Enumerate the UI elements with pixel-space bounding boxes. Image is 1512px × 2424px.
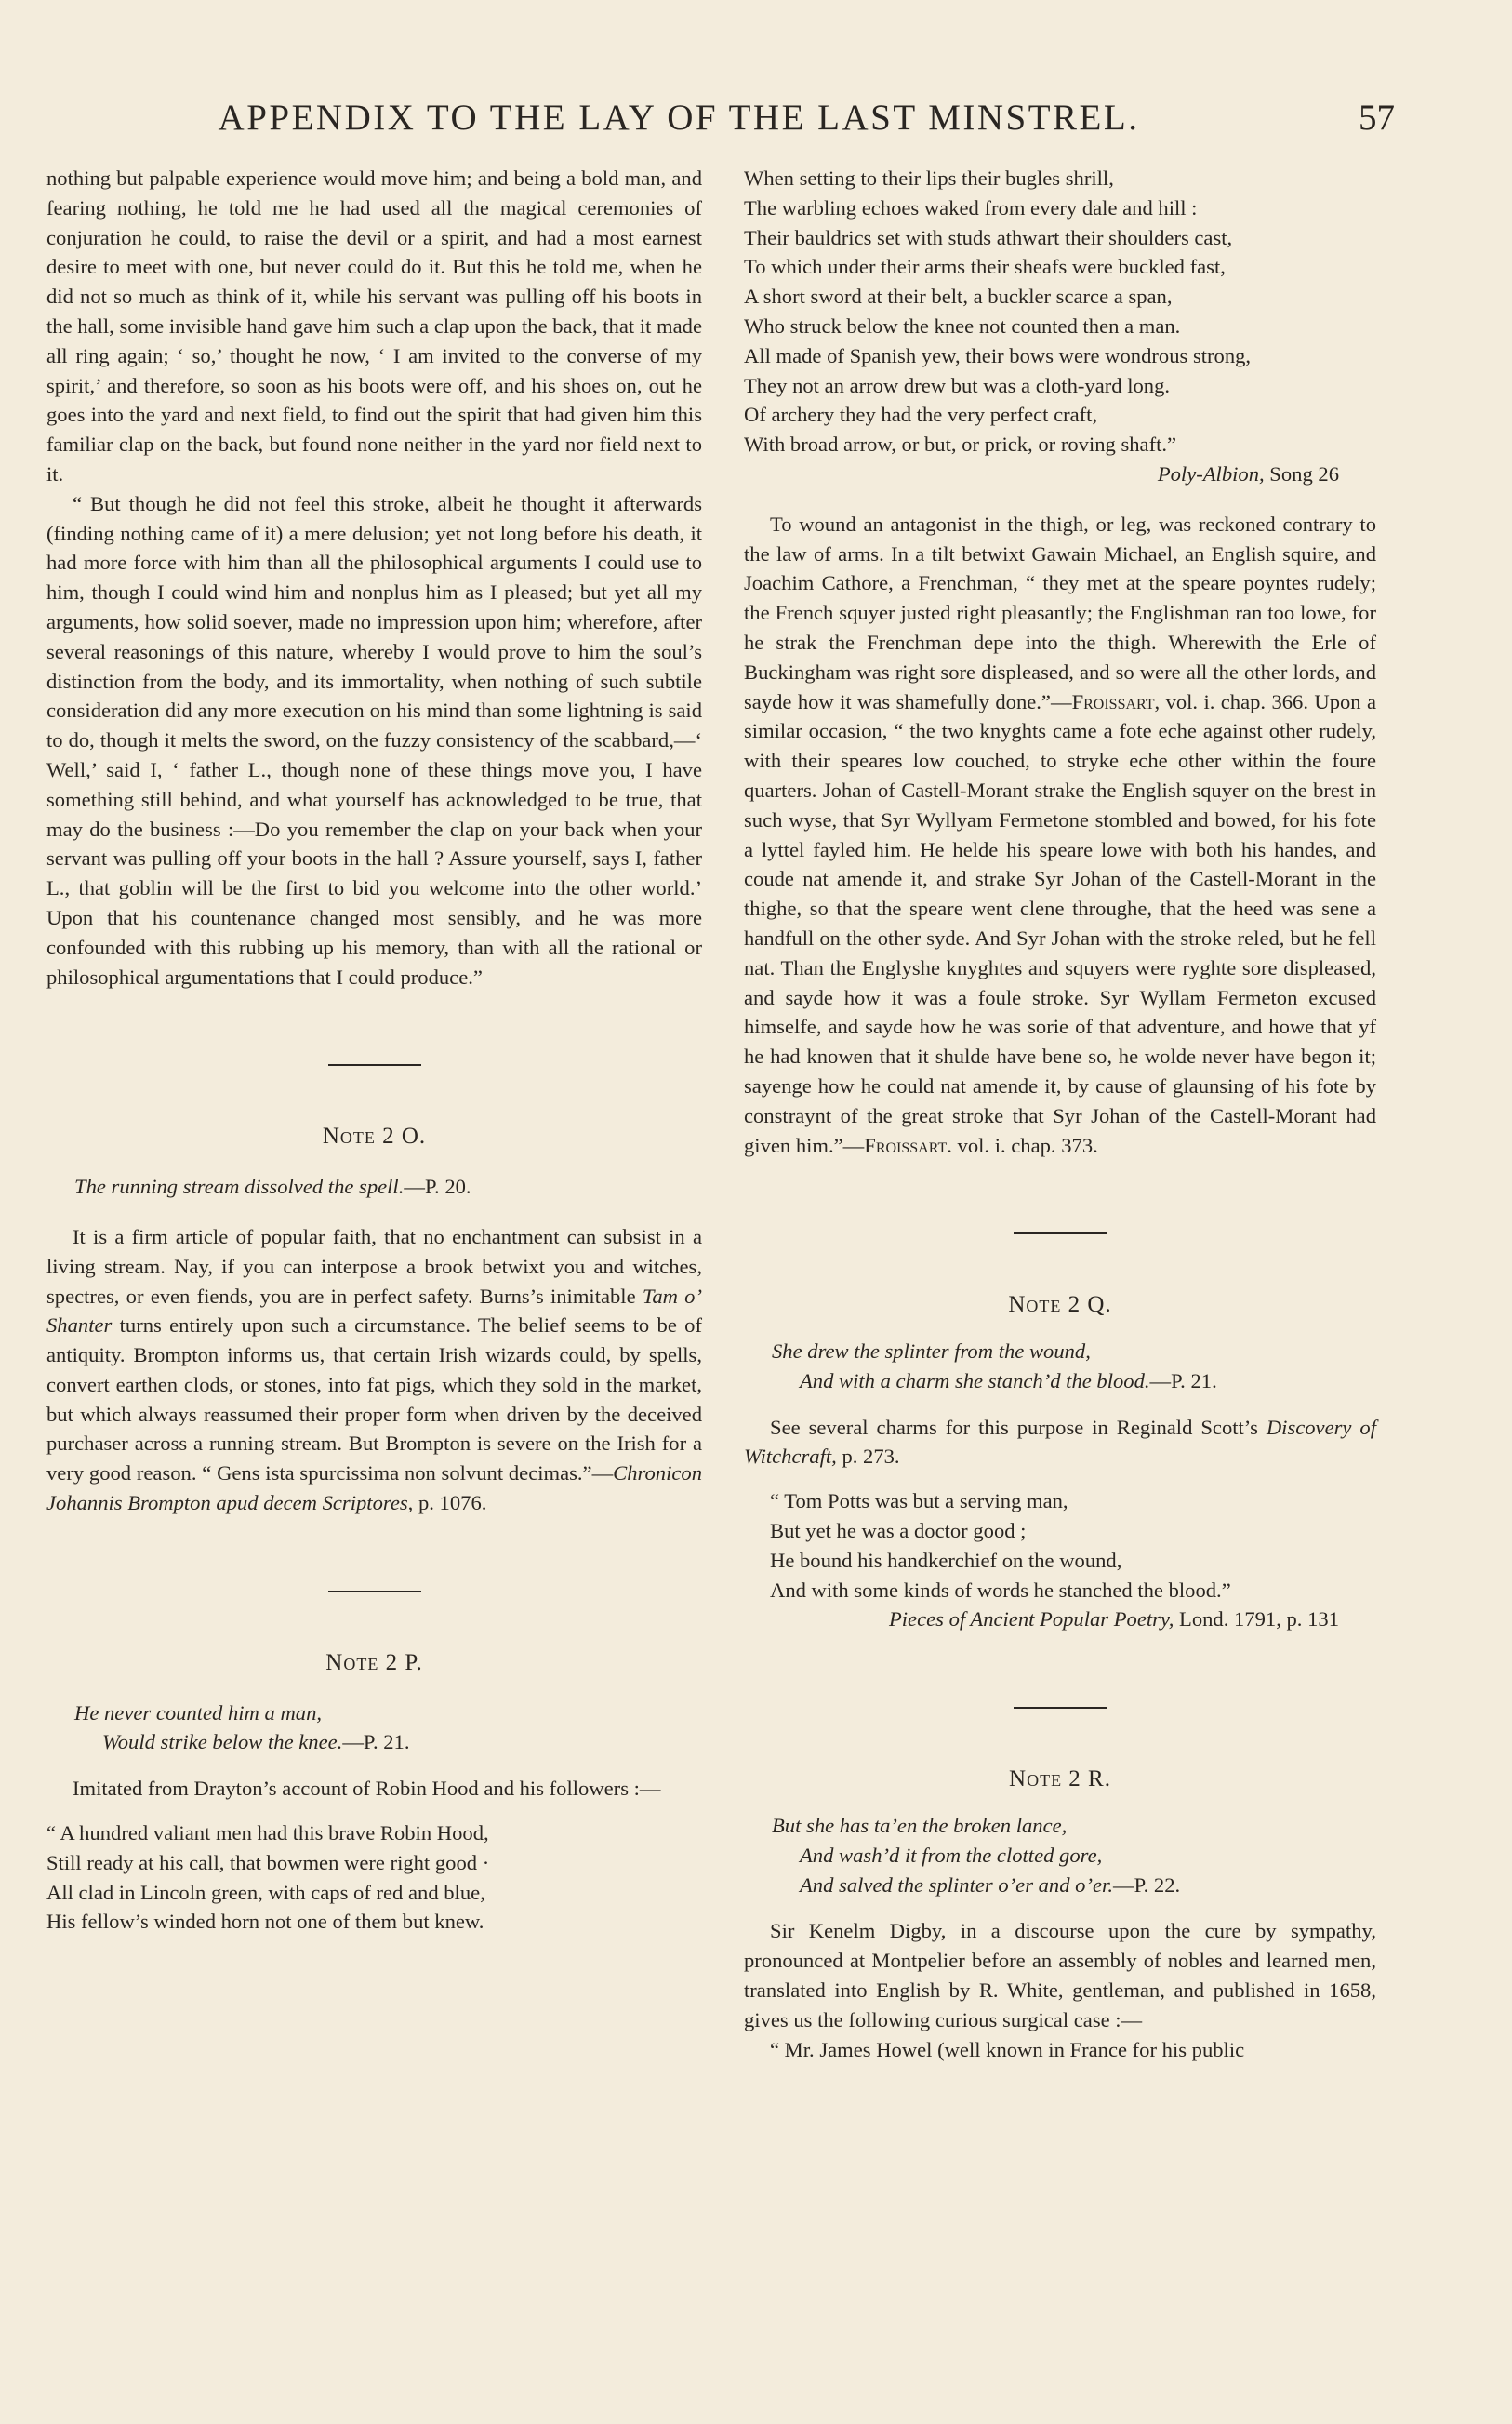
note-2q-source-work: Pieces of Ancient Popular Poetry, [888,1607,1174,1632]
note-2r-body: Sir Kenelm Digby, in a discourse upon the cure by sympathy, pronounced at Montpelier before an assembly of nobles and learned men, translated into English by R. White, gentleman, and published in 1658, gives us the following curious surgical case :— [744,1919,1376,2031]
right-column [744,164,1376,2064]
note-2p-epigraph-ref: —P. 21. [342,1730,410,1754]
note-2r-epigraph-line [772,1871,1376,1900]
note-2r-heading: Note 2 R. [1009,1766,1111,1792]
verse-line: Still ready at his call, that bowmen were right good · [46,1850,490,1874]
verse-line: Who struck below the knee not counted then a man. [744,313,1181,338]
verse-line: With broad arrow, or but, or prick, or roving shaft.” [744,433,1177,457]
attribution-ref: Song 26 [1269,461,1339,486]
note-2p-body: Imitated from Drayton’s account of Robin Hood and his followers :— [73,1777,661,1801]
note-2q-body-text: See several charms for this purpose in Reginald Scott’s [770,1415,1258,1439]
note-2o-epigraph [46,1172,702,1202]
page-header [46,97,1395,143]
verse-line: He bound his handkerchief on the wound, [770,1548,1122,1572]
verse-attribution [744,459,1376,489]
note-2r-epigraph-text: And salved the splinter o’er and o’er. [800,1872,1113,1897]
left-column [46,164,702,1937]
verse-line: All made of Spanish yew, their bows were wondrous strong, [744,343,1252,367]
wound-text: To wound an antagonist in the thigh, or leg, was reckoned contrary to the law of arms. In a tilt betwixt Gawain Michael, an English squire, and Joachim Cathore, a Frenchman, “ they met at the speare poyntes rudely; the French squyer justed right pleasantly; the Englishman ran too lowe, for he strak the Frenchman depe into the thigh. Wherewith the Erle of Buckingham was right sore displeased, and so were all the other lords, and sayde how it was shamefully done.”— [744,512,1376,713]
paragraph-continued: nothing but palpable experience would move him; and being a bold man, and fearing nothing, he told me he had used all the magical ceremonies of conjuration he could, to raise the devil or a spirit, and had a most earnest desire to meet with one, but never could do it. But this he told me, when he did not so much as think of it, while his servant was pulling off his boots in the hall, some invisible hand gave him such a clap upon the back, that it made all ring again; ‘ so,’ thought he now, ‘ I am invited to the converse of my spirit,’ and therefore, so soon as his boots were off, and his shoes on, out he goes into the yard and next field, to find out the spirit that had given him this familiar clap on the back, but found none neither in the yard nor field next to it. [46,166,702,486]
froissart-citation: Froissart, [1071,689,1161,713]
note-2o-body [46,1222,702,1518]
note-2q-work: Discovery of Witchcraft, [744,1415,1376,1469]
note-2o-epigraph-ref: —P. 20. [404,1175,471,1199]
note-2p-verse [46,1818,702,1937]
note-2q-epigraph-line [772,1366,1376,1396]
note-2o-source: Chronicon Johannis Brompton apud decem Scriptores, [46,1461,702,1515]
note-2r-epigraph-ref: —P. 22. [1112,1872,1181,1897]
paragraph-wound [744,510,1376,1161]
note-2o-source-ref: p. 1076. [418,1491,487,1515]
note-2r-epigraph-line: But she has ta’en the broken lance, [772,1814,1068,1838]
note-2q-heading: Note 2 Q. [1008,1292,1112,1318]
note-2o-epigraph-text: The running stream dissolved the spell. [74,1175,405,1199]
verse-line: The warbling echoes waked from every dale and hill : [744,195,1198,220]
note-2q-source [744,1605,1376,1634]
note-2q-body-ref: p. 273. [842,1445,900,1469]
paragraph-father-l: “ But though he did not feel this stroke, albeit he thought it afterwards (finding nothing came of it) a mere delusion; yet not long before his death, it had more force with him than all the philosophical arguments I could use to him, though I could wind him and nonplus him as I pleased; but yet all my arguments, how solid soever, made no impression upon him; wherefore, after several reasonings of this nature, whereby I would prove to him the soul’s distinction from the body, and its immortality, when nothing of such subtile consideration did any more execution on his mind than some lightning is said to do, though it melts the sword, on the fuzzy consistency of the scabbard,—‘ Well,’ said I, ‘ father L., though none of these things move you, I have something still behind, and what yourself has acknowledged to be true, that may do the business :—Do you remember the clap on your back when your servant was pulling off your boots in the hall ? Assure yourself, says I, father L., that goblin will be the first to bid you welcome into the other world.’ Upon that his countenance changed most sensibly, and he was more confounded with this rubbing up his memory, than with all the rational or philosophical argumentations that I could produce.” [46,491,702,989]
verse-line: They not an arrow drew but was a cloth-yard long. [744,373,1171,397]
note-2q-source-ref: Lond. 1791, p. 131 [1179,1607,1339,1632]
note-2o-heading: Note 2 O. [322,1124,427,1150]
attribution-work: Poly-Albion, [1157,461,1265,486]
verse-line: To which under their arms their sheafs were buckled fast, [744,255,1226,279]
note-2r-epigraph-line: And wash’d it from the clotted gore, [800,1843,1103,1867]
wound-ref: vol. i. chap. 373. [957,1133,1098,1157]
note-2o-work: Tam o’ Shanter [46,1284,702,1338]
note-2q-body [744,1413,1376,1472]
note-2p-epigraph-line: He never counted him a man, [74,1700,323,1725]
note-2q-epigraph [744,1337,1376,1396]
note-2p-epigraph-line [74,1727,702,1757]
note-2r-last-line: “ Mr. James Howel (well known in France for his public [770,2037,1245,2061]
verse-line: When setting to their lips their bugles shrill, [744,166,1114,190]
note-2p-epigraph-text: Would strike below the knee. [102,1730,343,1754]
note-2p-heading: Note 2 P. [325,1649,423,1675]
note-2q-epigraph-text: And with a charm she stanch’d the blood. [800,1368,1150,1392]
note-2o-body-text-2: turns entirely upon such a circumstance. The belief seems to be of antiquity. Brompton informs us, that certain Irish wizards could, by spells, convert earthen clods, or stones, into fat pigs, which they sold in the market, but which always reassumed their proper form when driven by the deceived purchaser across a running stream. But Brompton is severe on the Irish for a very good reason. “ Gens ista spurcissima non solvunt decimas.”— [46,1313,703,1485]
drayton-verse [744,164,1376,459]
verse-line: A short sword at their belt, a buckler scarce a span, [744,285,1173,309]
verse-line: And with some kinds of words he stanched the blood.” [770,1578,1231,1602]
running-title: APPENDIX TO THE LAY OF THE LAST MINSTREL. [218,98,1140,138]
note-2o-body-text: It is a firm article of popular faith, that no enchantment can subsist in a living stream. Nay, if you can interpose a brook betwixt you and witches, spectres, or even fiends, you are in perfect safety. Burns’s inimitable [46,1224,702,1308]
note-2q-verse [744,1486,1376,1605]
froissart-citation: Froissart. [864,1133,952,1157]
note-2q-epigraph-line: She drew the splinter from the wound, [772,1339,1091,1364]
verse-line: His fellow’s winded horn not one of them but knew. [46,1910,484,1934]
verse-line: Of archery they had the very perfect craft, [744,403,1098,427]
verse-line: “ A hundred valiant men had this brave Robin Hood, [46,1821,489,1845]
page-number: 57 [1359,98,1395,138]
note-2r-epigraph [744,1811,1376,1899]
wound-text-2: vol. i. chap. 366. Upon a similar occasion, “ the two knyghts came a fote eche against other rudely, with their speares low couched, to stryke eche other within the foure quarters. Johan of Castell-Morant strake the English squyer on the brest in such wyse, that Syr Wyllyam Fermetone stombled and bowed, for his fote a lyttel fayled him. He helde his speare lowe with both his handes, and coude nat amende it, and strake Syr Johan of the Castell-Morant in the thighe, so that the speare went clene throughe, that the heed was sene a handfull on the other syde. And Syr Johan with the stroke reled, but he fell nat. Than the Englyshe knyghtes and squyers were ryghte sore displeased, and sayde how it was a foule stroke. Syr Wyllam Fermeton excused himselfe, and sayde how he was sorie of that adventure, and howe that yf he had knowen that it shulde have bene so, he wolde never have begon it; sayenge how he could nat amende it, by cause of glaunsing of his fote by constraynt of the great stroke that Syr Johan of the Castell-Morant had given him.”— [744,689,1377,1157]
verse-line: All clad in Lincoln green, with caps of red and blue, [46,1880,485,1904]
verse-line: “ Tom Potts was but a serving man, [770,1489,1068,1513]
verse-line: Their bauldrics set with studs athwart their shoulders cast, [744,225,1233,249]
note-2q-epigraph-ref: —P. 21. [1149,1368,1217,1392]
note-2p-epigraph [46,1698,702,1758]
verse-line: But yet he was a doctor good ; [770,1519,1027,1543]
